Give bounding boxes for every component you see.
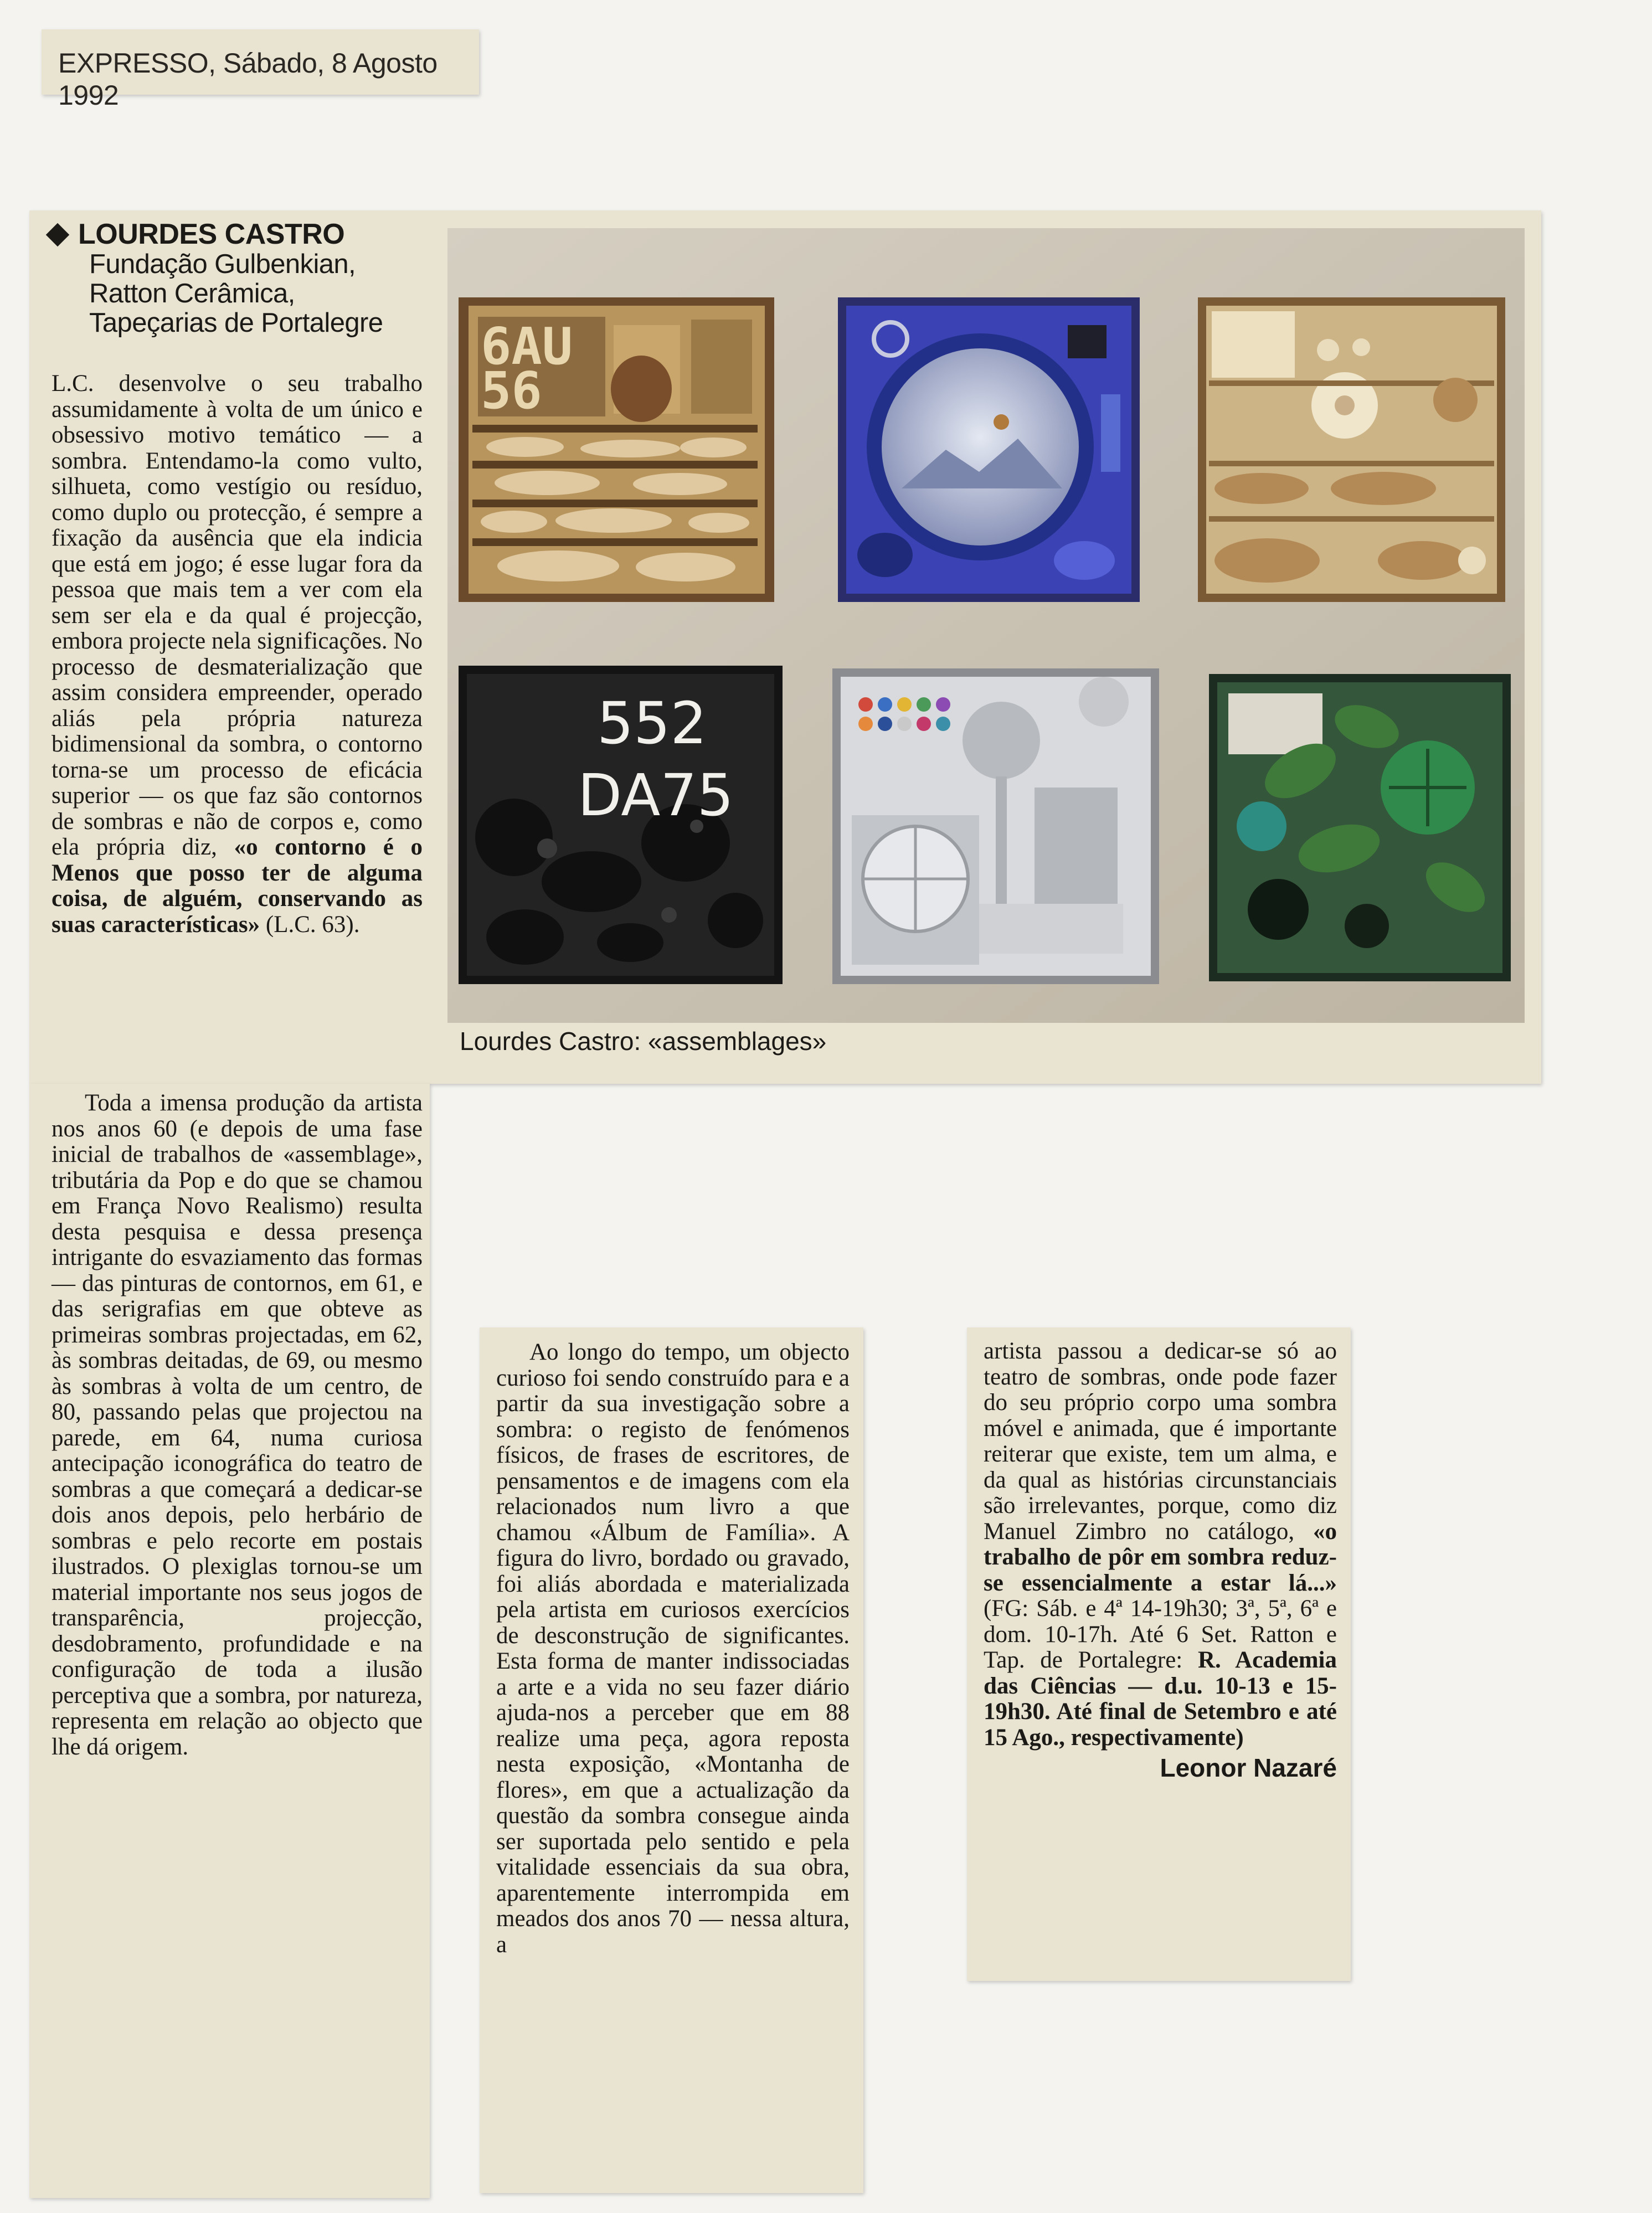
exhibition-info-bold: R. Academia das Ciências — d.u. 10-13 e 15-19h30. Até final de Setembro e até 15 Ago., respectivamente) bbox=[984, 1647, 1337, 1751]
assemblage-box bbox=[832, 668, 1159, 984]
box-license-plate-text: 552 bbox=[597, 689, 707, 757]
assemblage-box bbox=[459, 297, 774, 602]
dateline-clipping bbox=[42, 29, 479, 111]
box-license-plate-text: DA75 bbox=[578, 761, 734, 829]
assemblage-box bbox=[838, 297, 1140, 602]
article-column-2 bbox=[496, 1340, 850, 1958]
photo-caption: Lourdes Castro: «assemblages» bbox=[460, 1027, 827, 1056]
article-column-2-clipping bbox=[480, 1327, 863, 2193]
paragraph-text: L.C. desenvolve o seu trabalho assumidamente à volta de um único e obsessivo motivo temático — a sombra. Entendamo-la como vulto, silhueta, como vestígio ou resíduo, como duplo ou protecção, é sempre a fixação da ausência que ela indicia que está em jogo; é esse lugar fora da pessoa que mais tem a ver com ela sem ser ela e da qual é projecção, embora projecte nela significações. No processo de desmaterialização que assim considera empreender, operado aliás pela própria natureza bidimensional da sombra, o contorno torna-se um processo de eficácia superior — os que faz são contornos de sombras e não de corpos e, como ela própria diz, bbox=[52, 370, 423, 860]
assemblages-photo bbox=[447, 228, 1525, 1023]
diamond-bullet-icon bbox=[46, 223, 69, 246]
article-column-1-top bbox=[52, 371, 423, 938]
article-column-3-clipping bbox=[967, 1327, 1351, 1981]
paragraph-text: Toda a imensa produção da artista nos anos 60 (e depois de uma fase inicial de trabalhos de «assemblage», tributária da Pop e do que se chamou em França Novo Realismo) resulta desta pesquisa e dessa presença intrigante do esvaziamento das formas — das pinturas de contornos, em 61, e das serigrafias em que obteve as primeiras sombras projectadas, em 62, às sombras deitadas, de 69, ou mesmo às sombras à volta de um centro, de 80, passando pelas que projectou na parede, em 64, numa curiosa antecipação iconográfica do teatro de sombras a que começará a dedicar-se dois anos depois, pelo herbário de sombras e pelo recorte em postais ilustrados. O plexiglas tornou-se um material importante nos seus jogos de transparência, projecção, desdobramento, profundidade e na configuração de toda a ilusão perceptiva que a sombra, por natureza, representa em relação ao objecto que lhe dá origem. bbox=[52, 1090, 423, 1760]
paragraph-text: (L.C. 63). bbox=[260, 911, 360, 938]
paragraph-text: artista passou a dedicar-se só ao teatro de sombras, onde pode fazer do seu próprio corpo uma sombra móvel e animada, que é importante reiterar que existe, tem um alma, e da qual as histórias circunstanciais são irrelevantes, porque, como diz Manuel Zimbro no catálogo, bbox=[984, 1338, 1337, 1545]
article-column-1-clipping bbox=[29, 1084, 430, 2198]
assemblage-box bbox=[459, 666, 783, 984]
article-heading bbox=[47, 219, 440, 338]
exhibition-info: (FG: Sáb. e 4ª 14-19h30; 3ª, 5ª, 6ª e dom. 10-17h. Até 6 Set. bbox=[984, 1596, 1337, 1648]
venue-line: Tapeçarias de Portalegre bbox=[89, 308, 383, 338]
article-column-3 bbox=[984, 1339, 1337, 1781]
box-stencil-text: 56 bbox=[481, 361, 542, 420]
article-kicker: LOURDES CASTRO bbox=[47, 219, 440, 250]
exhibition-info: Ratton e Tap. de Portalegre: bbox=[984, 1621, 1337, 1673]
author-signature: Leonor Nazaré bbox=[1160, 1753, 1337, 1782]
assemblage-box bbox=[1209, 674, 1511, 981]
box-stencil-text: 6AU bbox=[481, 317, 573, 376]
quote-bold: «o contorno é o Menos que posso ter de alguma coisa, de alguém, conservando as suas características» bbox=[52, 834, 423, 938]
dateline: EXPRESSO, Sábado, 8 Agosto 1992 bbox=[58, 48, 438, 111]
article-column-1-bottom bbox=[52, 1090, 423, 1760]
quote-bold: «o trabalho de pôr em sombra reduz-se essencialmente a estar lá...» bbox=[984, 1518, 1337, 1596]
assemblage-box bbox=[1198, 297, 1505, 602]
article-main-clipping bbox=[29, 210, 1541, 1084]
paragraph-text: Ao longo do tempo, um objecto curioso foi sendo construído para e a partir da sua investigação sobre a sombra: o registo de fenómenos físicos, de frases de escritores, de pensamentos e de imagens com ela relacionados num livro a que chamou «Álbum de Família». A figura do livro, bordado ou gravado, foi aliás abordada e materializada pela artista em curiosos exercícios de desconstrução de significantes. Esta forma de manter indissociadas a arte e a vida no seu fazer diário ajuda-nos a perceber que em 88 realize uma peça, agora reposta nesta exposição, «Montanha de flores», em que a actualização da questão da sombra consegue ainda ser suportada pelo sentido e pela vitalidade essenciais da sua obra, aparentemente interrompida em meados dos anos 70 — nessa altura, a bbox=[496, 1339, 850, 1958]
venue-line: Ratton Cerâmica, bbox=[89, 279, 295, 308]
venue-line: Fundação Gulbenkian, bbox=[89, 249, 356, 279]
